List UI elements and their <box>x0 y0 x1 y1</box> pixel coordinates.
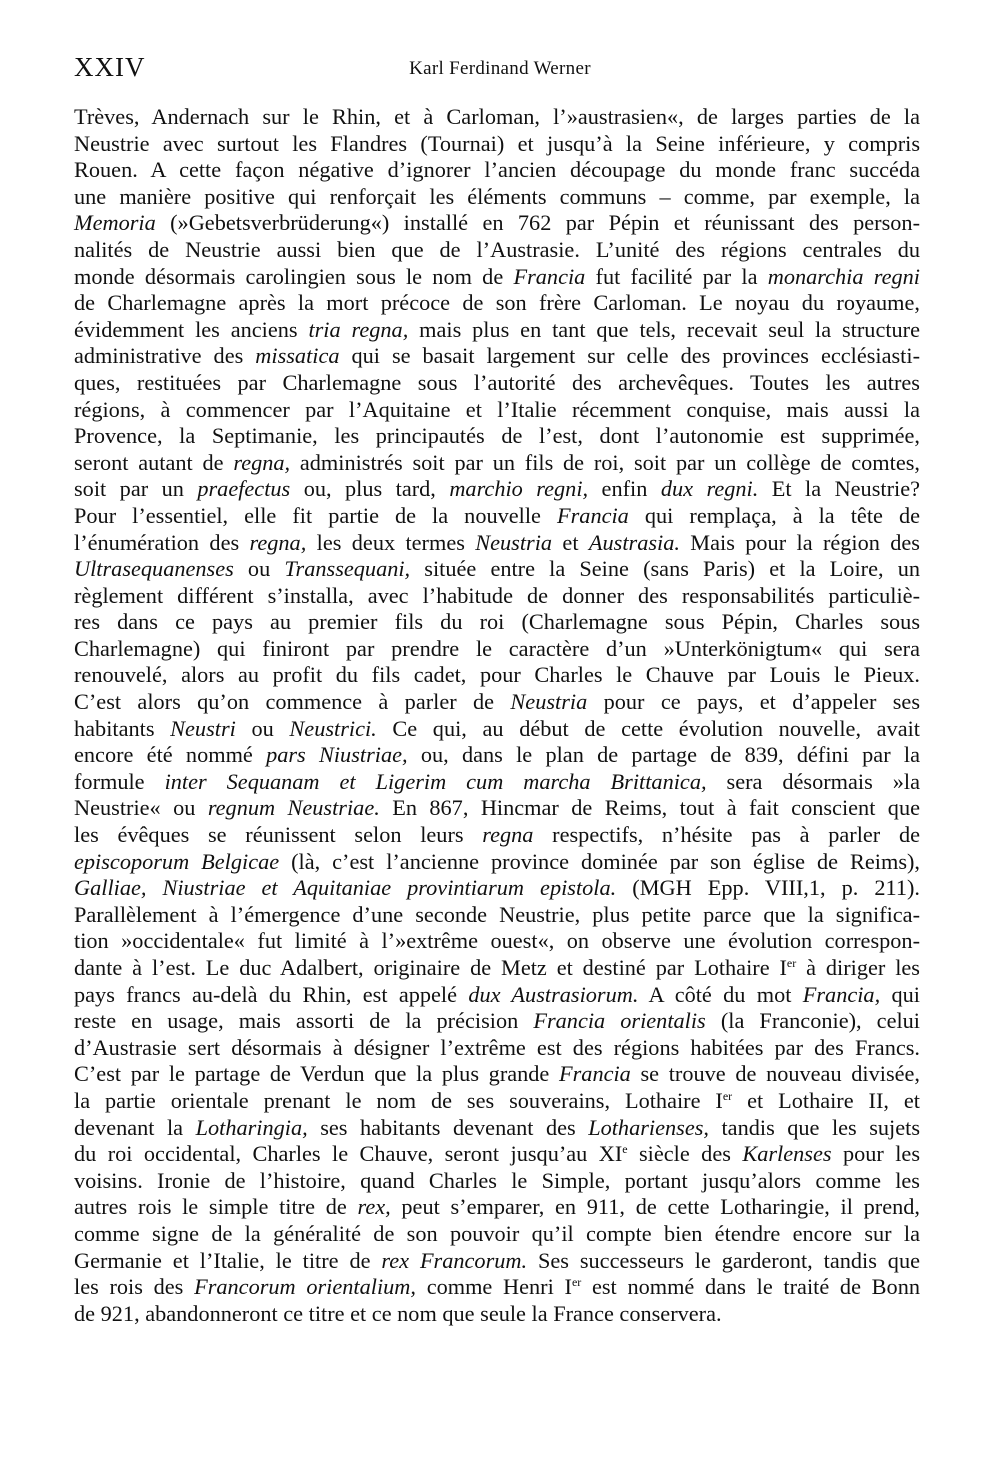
text-run: qui remplaça, à la tête de <box>628 502 920 528</box>
text-run: seront autant de <box>74 449 234 475</box>
text-line <box>74 662 920 689</box>
text-line <box>74 955 920 982</box>
text-run: autres rois le simple titre de <box>74 1194 358 1220</box>
text-run: reste en usage, mais assorti de la précision <box>74 1008 534 1034</box>
text-run: comme Henri I <box>415 1274 572 1300</box>
text-run: administrative des <box>74 343 256 369</box>
text-line <box>74 875 920 902</box>
italic-text: rex, <box>357 1194 391 1220</box>
text-run: à diriger les <box>796 955 920 980</box>
running-head: Karl Ferdinand Werner <box>409 58 591 79</box>
italic-text: Austrasia. <box>588 529 680 555</box>
text-run: se trouve de nouveau divisée, <box>630 1061 920 1087</box>
text-line <box>74 689 920 716</box>
text-line <box>74 503 920 530</box>
text-run: nalités de Neustrie aussi bien que de l’Austrasie. L’unité des régions centrales du <box>74 236 920 262</box>
italic-text: regna, <box>233 449 291 475</box>
italic-text: praefectus <box>197 476 291 502</box>
text-run: ses habitants devenant des <box>307 1114 589 1140</box>
text-run: les deux termes <box>306 529 476 555</box>
text-line <box>74 609 920 636</box>
text-line <box>74 1141 920 1168</box>
text-line <box>74 769 920 796</box>
text-run: voisins. Ironie de l’histoire, quand Charles le Simple, portant jusqu’alors comme les <box>74 1167 920 1193</box>
text-run: située entre la Seine (sans Paris) et la Loire, un <box>410 556 920 582</box>
text-run: qui <box>880 981 920 1007</box>
text-run: Ses successeurs le garderont, tandis que <box>527 1247 920 1273</box>
italic-text: Neustrici. <box>289 715 377 741</box>
superscript: er <box>786 956 797 970</box>
text-run: la partie orientale prenant le nom de ses souverains, Lothaire I <box>74 1087 723 1113</box>
text-line <box>74 397 920 424</box>
text-run: Mais pour la région des <box>679 529 920 555</box>
text-run: Ce qui, au début de cette évolution nouvelle, avait <box>376 715 920 741</box>
italic-text: dux Austrasiorum. <box>468 981 639 1007</box>
italic-text: monarchia regni <box>767 263 920 289</box>
text-run: Provence, la Septimanie, les principautés de l’est, dont l’autonomie est supprimée, <box>74 423 920 449</box>
italic-text: Galliae, Niustriae et Aquitaniae provintiarum epistola. <box>74 875 617 901</box>
italic-text: Ultrasequanenses <box>74 556 234 582</box>
text-run: formule <box>74 768 165 794</box>
text-line <box>74 157 920 184</box>
text-line <box>74 264 920 291</box>
page-number: XXIV <box>74 52 146 82</box>
text-run: l’énumération des <box>74 529 250 555</box>
text-run: ou, plus tard, <box>290 476 450 502</box>
italic-text: Lotharienses, <box>588 1114 709 1140</box>
italic-text: tria regna, <box>308 316 409 342</box>
text-line <box>74 131 920 158</box>
text-run: pays francs au-delà du Rhin, est appelé <box>74 981 469 1007</box>
text-line <box>74 1168 920 1195</box>
text-line <box>74 370 920 397</box>
text-line <box>74 1088 920 1115</box>
text-line <box>74 290 920 317</box>
italic-text: Francia <box>513 263 586 289</box>
text-run: et <box>552 529 589 555</box>
text-line <box>74 556 920 583</box>
text-line <box>74 1061 920 1088</box>
body-text <box>74 104 920 1327</box>
text-run: pour ce pays, et d’appeler ses <box>587 689 920 715</box>
text-run: Trèves, Andernach sur le Rhin, et à Carloman, l’»austrasien«, de larges parties de la <box>74 104 920 129</box>
text-run: (la Franconie), celui <box>705 1008 921 1034</box>
text-run: ou, dans le plan de partage de 839, défini par la <box>407 742 920 768</box>
text-run: A côté du mot <box>638 981 803 1007</box>
text-line <box>74 1301 920 1328</box>
text-run: Germanie et l’Italie, le titre de <box>74 1247 382 1273</box>
text-line <box>74 1274 920 1301</box>
text-run: Neustrie« ou <box>74 795 208 821</box>
superscript: er <box>722 1088 733 1103</box>
italic-text: Neustria <box>510 689 588 715</box>
italic-text: Francia orientalis <box>533 1008 706 1034</box>
superscript: e <box>622 1142 628 1157</box>
text-line <box>74 742 920 769</box>
text-run: pour les <box>831 1141 920 1167</box>
text-run: renouvelé, alors au profit du fils cadet, pour Charles le Chauve par Louis le Pieux. <box>74 662 920 688</box>
italic-text: Transsequani, <box>284 556 411 582</box>
text-run: tion »occidentale« fut limité à l’»extrême ouest«, on observe une évolution correspon- <box>74 928 920 954</box>
text-run: monde désormais carolingien sous le nom de <box>74 263 514 289</box>
italic-text: Francia, <box>802 981 881 1007</box>
text-line <box>74 902 920 929</box>
text-run: enfin <box>588 476 661 502</box>
text-line <box>74 716 920 743</box>
text-line <box>74 184 920 211</box>
text-run: du roi occidental, Charles le Chauve, seront jusqu’au XI <box>74 1141 623 1167</box>
text-line <box>74 237 920 264</box>
text-run: habitants <box>74 715 171 741</box>
text-run: mais plus en tant que tels, recevait seul la structure <box>408 316 921 342</box>
text-run: devenant la <box>74 1114 196 1140</box>
text-run: est nommé dans le traité de Bonn <box>581 1274 921 1300</box>
text-line <box>74 343 920 370</box>
text-line <box>74 1194 920 1221</box>
italic-text: pars Niustriae, <box>266 742 408 768</box>
text-run: de Charlemagne après la mort précoce de son frère Carloman. Le noyau du royaume, <box>74 290 920 316</box>
text-line <box>74 450 920 477</box>
italic-text: Francia <box>557 502 629 528</box>
text-run: res dans ce pays au premier fils du roi (Charlemagne sous Pépin, Charles sous <box>74 609 920 635</box>
text-line <box>74 849 920 876</box>
text-run: Parallèlement à l’émergence d’une seconde Neustrie, plus petite parce que la significa- <box>74 901 920 927</box>
italic-text: Lotharingia, <box>195 1114 308 1140</box>
text-run: (là, c’est l’ancienne province dominée par son église de Reims), <box>279 848 920 874</box>
text-line <box>74 476 920 503</box>
text-line <box>74 982 920 1009</box>
text-run: C’est par le partage de Verdun que la plus grande <box>74 1061 559 1087</box>
text-run: tandis que les sujets <box>708 1114 921 1140</box>
text-run: Pour l’essentiel, elle fit partie de la nouvelle <box>74 502 557 528</box>
text-line <box>74 795 920 822</box>
text-run: ou <box>233 556 285 582</box>
text-run: évidemment les anciens <box>74 316 309 342</box>
text-run: et Lothaire II, et <box>732 1087 920 1113</box>
text-line <box>74 1115 920 1142</box>
text-run: C’est alors qu’on commence à parler de <box>74 689 511 715</box>
text-line <box>74 423 920 450</box>
italic-text: missatica <box>255 343 340 369</box>
text-line <box>74 1008 920 1035</box>
text-line <box>74 636 920 663</box>
text-run: régions, à commencer par l’Aquitaine et l’Italie récemment conquise, mais aussi la <box>74 396 920 422</box>
italic-text: Karlenses <box>742 1141 832 1167</box>
text-run: règlement différent s’installa, avec l’habitude de donner des responsabilités particuliè- <box>74 582 920 608</box>
italic-text: regna <box>482 822 534 848</box>
italic-text: regna, <box>249 529 307 555</box>
text-run: d’Austrasie sert désormais à désigner l’extrême est des régions habitées par des Francs. <box>74 1034 920 1060</box>
italic-text: Memoria <box>74 210 156 236</box>
italic-text: inter Sequanam et Ligerim cum marcha Brittanica, <box>164 768 707 794</box>
text-run: les rois des <box>74 1274 195 1300</box>
italic-text: regnum Neustriae. <box>207 795 380 821</box>
italic-text: rex Francorum. <box>381 1247 528 1273</box>
text-run: qui se basait largement sur celle des provinces ecclésiasti- <box>339 343 920 369</box>
text-line <box>74 1248 920 1275</box>
italic-text: Francorum orientalium, <box>194 1274 416 1300</box>
text-run: soit par un <box>74 476 198 502</box>
text-run: Neustrie avec surtout les Flandres (Tournai) et jusqu’à la Seine inférieure, y compris <box>74 130 920 156</box>
italic-text: Neustri <box>170 715 236 741</box>
text-run: Rouen. A cette façon négative d’ignorer l’ancien découpage du monde franc succéda <box>74 157 920 183</box>
text-line <box>74 104 920 131</box>
text-line <box>74 317 920 344</box>
text-run: ques, restituées par Charlemagne sous l’autorité des archevêques. Toutes les autres <box>74 369 920 395</box>
text-run: fut facilité par la <box>585 263 768 289</box>
text-line <box>74 210 920 237</box>
text-run: (MGH Epp. VIII,1, p. 211). <box>616 875 920 901</box>
text-run: sera désormais »la <box>706 768 921 794</box>
text-run: Charlemagne) qui finiront par prendre le caractère d’un »Unterkönigtum« qui sera <box>74 635 920 661</box>
text-run: encore été nommé <box>74 742 267 768</box>
italic-text: dux regni. <box>660 476 759 502</box>
italic-text: marchio regni, <box>449 476 589 502</box>
text-line <box>74 928 920 955</box>
text-run: administrés soit par un fils de roi, soit par un collège de comtes, <box>290 449 920 475</box>
text-run: les évêques se réunissent selon leurs <box>74 822 483 848</box>
italic-text: episcoporum Belgicae <box>74 848 280 874</box>
text-run: siècle des <box>627 1141 743 1167</box>
text-run: En 867, Hincmar de Reims, tout à fait conscient que <box>379 795 920 821</box>
text-line <box>74 530 920 557</box>
text-run: une manière positive qui renforçait les éléments communs – comme, par exemple, la <box>74 183 920 209</box>
text-run: de 921, abandonneront ce titre et ce nom que seule la France conservera. <box>74 1300 722 1326</box>
text-run: dante à l’est. Le duc Adalbert, originaire de Metz et destiné par Lothaire I <box>74 955 787 980</box>
text-run: respectifs, n’hésite pas à parler de <box>533 822 920 848</box>
text-run: ou <box>235 715 290 741</box>
text-run: comme signe de la généralité de son pouvoir qu’il compte bien étendre encore sur la <box>74 1220 920 1246</box>
italic-text: Francia <box>559 1061 631 1087</box>
text-run: peut s’emparer, en 911, de cette Lotharingie, il prend, <box>390 1194 920 1220</box>
text-run: (»Gebetsverbrüderung«) installé en 762 par Pépin et réunissant des person- <box>155 210 920 236</box>
text-line <box>74 822 920 849</box>
text-run: Et la Neustrie? <box>758 476 920 502</box>
superscript: er <box>571 1275 582 1290</box>
text-line <box>74 583 920 610</box>
text-line <box>74 1221 920 1248</box>
italic-text: Neustria <box>475 529 553 555</box>
text-line <box>74 1035 920 1062</box>
